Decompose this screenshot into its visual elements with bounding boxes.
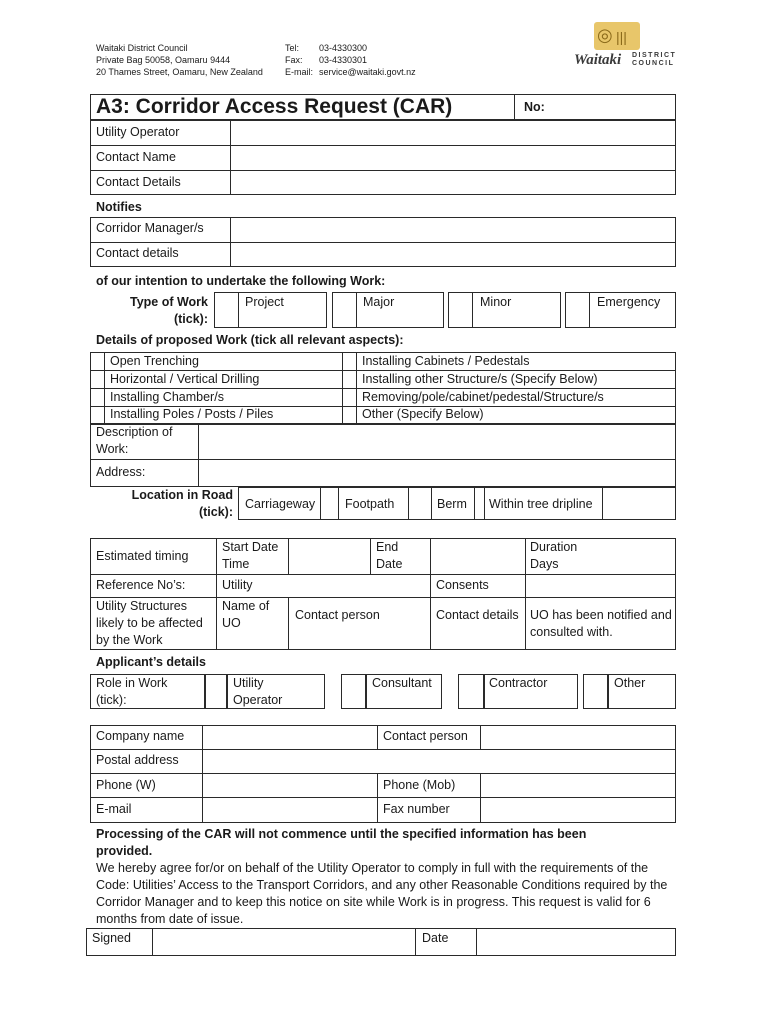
postal-address-label: Postal address [96,753,179,767]
signature-field[interactable] [154,930,414,955]
contact-details-label-2: Contact details [96,246,179,260]
form-title: A3: Corridor Access Request (CAR) [96,95,453,118]
utility-operator-label: Utility Operator [96,125,180,139]
work-type-project-label: Project [245,295,284,309]
email-field[interactable] [204,799,376,822]
fax-value: 03-4330301 [319,55,368,65]
agreement-text-3: Corridor Manager and to keep this notice on site while Work is in progress. This request is valid for 6 [96,895,651,909]
aspect-open-trenching-checkbox[interactable] [91,353,104,370]
phone-mobile-label: Phone (Mob) [383,778,456,792]
email-label: E-mail [96,802,132,816]
utility-structures-label-2: likely to be affected [96,616,203,630]
role-option-label: Contractor [489,676,548,690]
phone-mobile-field[interactable] [482,775,675,796]
logo-subtitle: DISTRICT COUNCIL [632,52,677,67]
council-contact-block [285,42,416,78]
aspect-label: Other (Specify Below) [362,407,484,421]
location-carriageway-checkbox[interactable] [321,488,338,519]
tel-value: 03-4330300 [319,43,368,53]
car-number-field[interactable] [555,97,670,117]
description-of-label: Description of [96,425,173,439]
phone-work-label: Phone (W) [96,778,156,792]
aspect-other-structures-checkbox[interactable] [343,371,356,388]
aspect-poles-checkbox[interactable] [91,407,104,423]
notifies-heading: Notifies [96,200,142,214]
uo-notified-label-2: consulted with. [530,625,613,639]
email-label: E-mail: [285,67,314,77]
work-label: Work: [96,442,129,456]
work-type-minor-label: Minor [480,295,512,309]
days-label: Days [530,557,559,571]
applicant-contact-person-field[interactable] [482,727,675,748]
contact-person-label-2: Contact person [383,729,468,743]
description-field[interactable] [200,426,674,458]
location-dripline-checkbox[interactable] [603,488,675,519]
location-footpath-checkbox[interactable] [409,488,431,519]
work-type-major-checkbox[interactable] [332,292,357,328]
agreement-text: We hereby agree for/or on behalf of the Utility Operator to comply in full with the requirements of the [96,861,649,875]
logo-wordmark: Waitaki [574,52,622,68]
tel-label: Tel: [285,43,300,53]
aspect-label: Installing Poles / Posts / Piles [110,407,274,421]
aspect-label: Installing Chamber/s [110,390,224,404]
intention-heading: of our intention to undertake the following Work: [96,274,386,288]
company-name-label: Company name [96,729,185,743]
start-date-label: Start Date [222,540,279,554]
consents-reference-field[interactable] [527,576,675,596]
duration-label: Duration [530,540,578,554]
contact-details-label: Contact Details [96,175,181,189]
sign-date-field[interactable] [478,930,675,955]
signed-label: Signed [92,931,131,945]
time-label: Time [222,557,250,571]
role-option-label: Other [614,676,646,690]
council-name: Waitaki District Council [96,43,188,53]
utility-structures-label: Utility Structures [96,599,187,613]
aspect-drilling-checkbox[interactable] [91,371,104,388]
agreement-text-2: Code: Utilities’ Access to the Transport Corridors, and any other Reasonable Conditions required by the [96,878,668,892]
name-of-label: Name of [222,599,270,613]
uo-notified-label: UO has been notified and [530,608,672,622]
council-street: 20 Thames Street, Oamaru, New Zealand [96,67,263,77]
work-type-major-label: Major [363,295,395,309]
role-option-label-2: Operator [233,693,283,707]
waitaki-logo [574,22,677,76]
email-value: service@waitaki.govt.nz [319,67,416,77]
fax-label: Fax: [285,55,303,65]
aspect-other-checkbox[interactable] [343,407,356,423]
aspect-cabinets-checkbox[interactable] [343,353,356,370]
role-utility-operator-checkbox[interactable] [205,674,227,709]
type-of-work-tick-label: (tick): [173,312,208,326]
utility-reference-field[interactable] [290,576,429,596]
type-of-work-label: Type of Work [129,295,208,309]
utility-operator-field[interactable] [232,122,674,144]
role-in-work-label: Role in Work [96,676,168,690]
role-option-label: Consultant [372,676,432,690]
council-po-box: Private Bag 50058, Oamaru 9444 [96,55,231,65]
uo-label: UO [222,616,241,630]
location-option-label: Footpath [345,497,395,511]
processing-notice: Processing of the CAR will not commence until the specified information has been [96,827,587,841]
aspect-chambers-checkbox[interactable] [91,389,104,406]
processing-notice-2: provided. [96,844,153,858]
location-option-label: Berm [437,497,467,511]
no-label: No: [524,100,545,114]
company-name-field[interactable] [204,727,376,748]
date-label: Date [422,931,449,945]
role-tick-label: (tick): [96,693,127,707]
work-type-project-checkbox[interactable] [214,292,239,328]
work-type-emergency-checkbox[interactable] [565,292,590,328]
end-date-field[interactable] [432,540,524,573]
details-heading: Details of proposed Work (tick all relevant aspects): [96,333,404,347]
corridor-managers-label: Corridor Manager/s [96,221,204,235]
work-type-minor-checkbox[interactable] [448,292,473,328]
aspect-label: Removing/pole/cabinet/pedestal/Structure/s [362,390,604,404]
address-field[interactable] [200,461,674,486]
fax-number-field[interactable] [482,799,675,822]
role-option-label: Utility [233,676,264,690]
aspect-label: Installing other Structure/s (Specify Below) [362,372,598,386]
aspect-label: Installing Cabinets / Pedestals [362,354,530,368]
reference-nos-label: Reference No’s: [96,578,186,592]
role-contractor-checkbox[interactable] [458,674,484,709]
location-tick-label: (tick): [198,505,233,519]
consents-label: Consents [436,578,489,592]
address-label: Address: [96,465,146,479]
role-consultant-checkbox[interactable] [341,674,366,709]
location-option-label: Carriageway [245,497,316,511]
work-type-emergency-label: Emergency [597,295,661,309]
agreement-text-4: months from date of issue. [96,912,244,926]
aspect-removing-checkbox[interactable] [343,389,356,406]
location-berm-checkbox[interactable] [475,488,484,519]
postal-address-field[interactable] [204,751,675,772]
utility-structures-label-3: by the Work [96,633,163,647]
aspect-label: Horizontal / Vertical Drilling [110,372,260,386]
end-label: End [376,540,399,554]
location-in-road-label: Location in Road [131,488,233,502]
end-date-label: Date [376,557,403,571]
corridor-managers-field[interactable] [232,219,674,241]
estimated-timing-label: Estimated timing [96,549,189,563]
contact-details-field[interactable] [232,172,674,194]
contact-details-label-3: Contact details [436,608,519,622]
contact-person-label: Contact person [295,608,380,622]
phone-work-field[interactable] [204,775,376,796]
council-address-block [96,42,263,78]
role-other-checkbox[interactable] [583,674,608,709]
aspect-label: Open Trenching [110,354,199,368]
contact-name-label: Contact Name [96,150,176,164]
location-option-label: Within tree dripline [489,497,593,511]
start-date-field[interactable] [290,540,369,573]
corridor-contact-details-field[interactable] [232,244,674,266]
fax-number-label: Fax number [383,802,450,816]
contact-name-field[interactable] [232,147,674,169]
utility-ref-label: Utility [222,578,253,592]
logo-mark-icon: ◎ ||| [594,22,640,50]
applicants-details-heading: Applicant’s details [96,655,206,669]
